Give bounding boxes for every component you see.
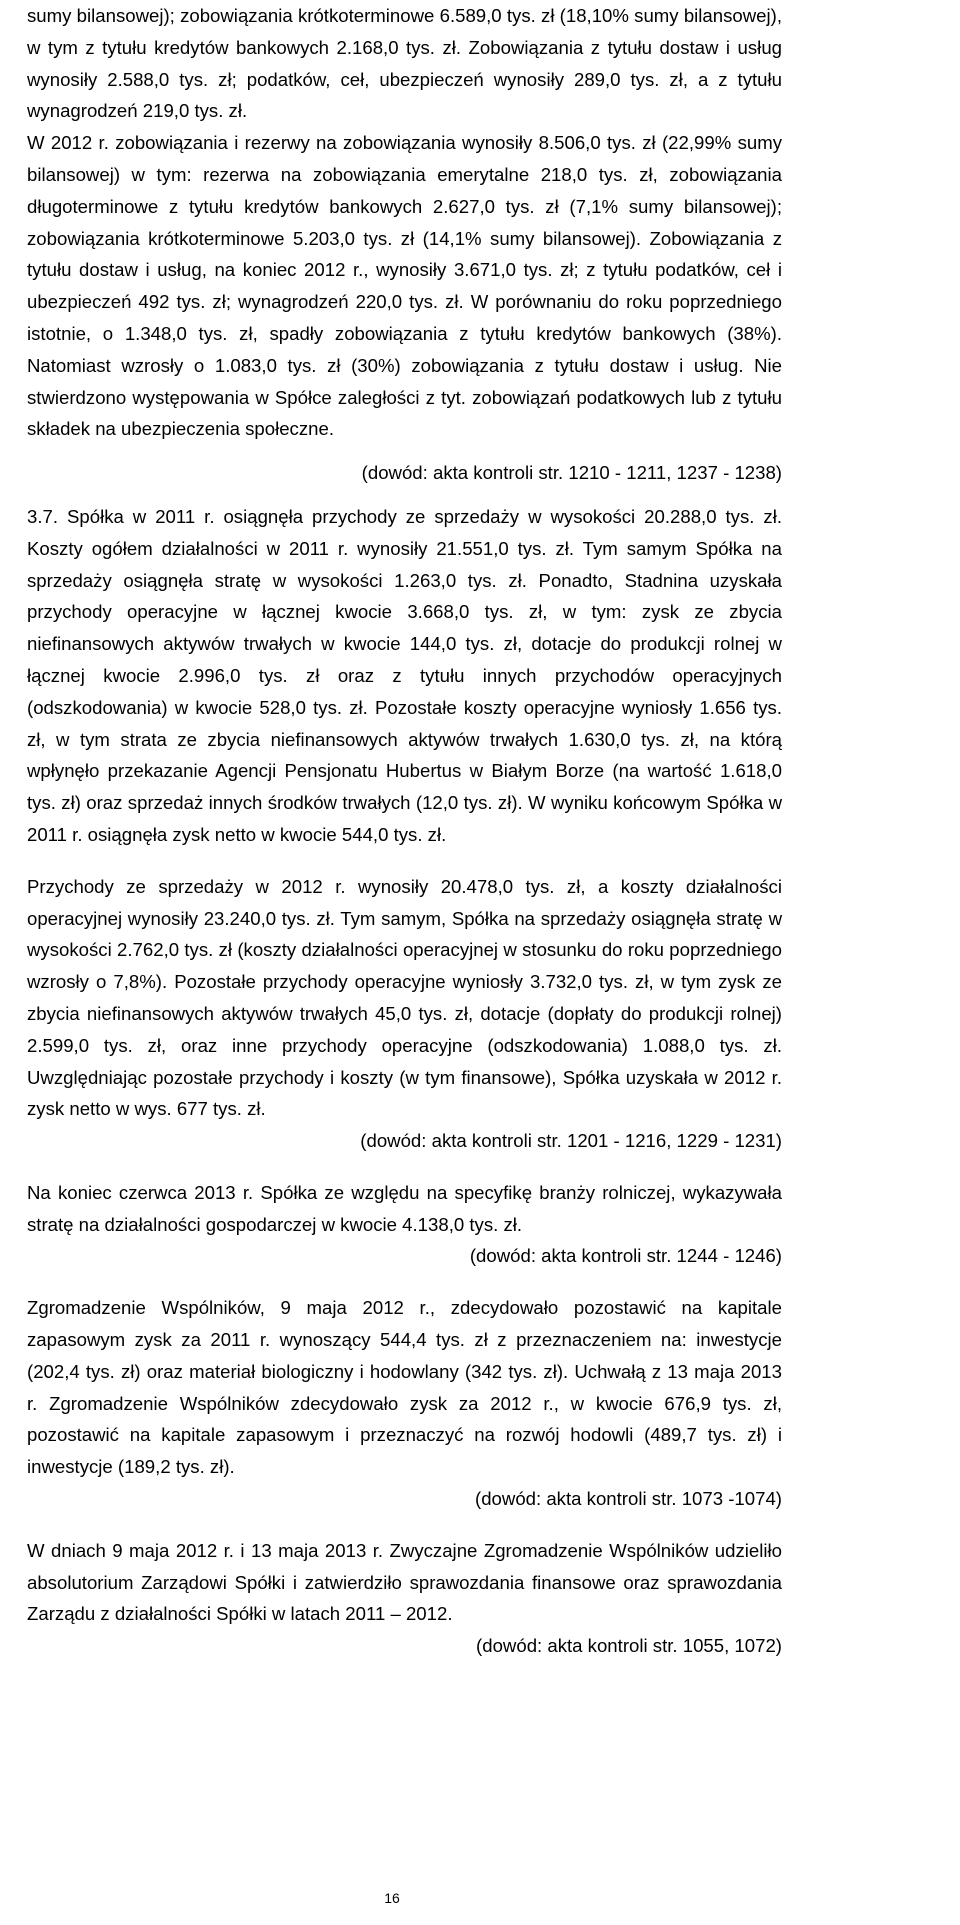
evidence-reference-5: (dowód: akta kontroli str. 1055, 1072) — [476, 1635, 782, 1657]
paragraph-2012-revenue: Przychody ze sprzedaży w 2012 r. wynosiły 20.478,0 tys. zł, a koszty działalności operacyjnej wynosiły 23.240,0 tys. zł. Tym samym, Spółka na sprzedaży osiągnęła stratę w wysokości 2.762,0 tys. zł (koszty działalności operacyjnej w stosunku do roku poprzedniego wzrosły o 7,8%). Pozostałe przychody operacyjne wyniosły 3.732,0 tys. zł, w tym zysk ze zbycia niefinansowych aktywów trwałych 45,0 tys. zł, dotacje (dopłaty do produkcji rolnej) 2.599,0 tys. zł, oraz inne przychody operacyjne (odszkodowania) 1.088,0 tys. zł. Uwzględniając pozostałe przychody i koszty (w tym finansowe), Spółka uzyskała w 2012 r. zysk netto w wys. 677 tys. zł. — [27, 875, 782, 1120]
paragraph-2012-liabilities: W 2012 r. zobowiązania i rezerwy na zobowiązania wynosiły 8.506,0 tys. zł (22,99% sumy bilansowej) w tym: rezerwa na zobowiązania emerytalne 218,0 tys. zł, zobowiązania długoterminowe z tytułu kredytów bankowych 2.627,0 tys. zł (7,1% sumy bilansowej); zobowiązania krótkoterminowe 5.203,0 tys. zł (14,1% sumy bilansowej). Zobowiązania z tytułu dostaw i usług, na koniec 2012 r., wynosiły 3.671,0 tys. zł; z tytułu podatków, ceł i ubezpieczeń 492 tys. zł; wynagrodzeń 220,0 tys. zł. W porównaniu do roku poprzedniego istotnie, o 1.348,0 tys. zł, spadły zobowiązania z tytułu kredytów bankowych (38%). Natomiast wzrosły o 1.083,0 tys. zł (30%) zobowiązania z tytułu dostaw i usług. Nie stwierdzono występowania w Spółce zaległości z tyt. zobowiązań podatkowych lub z tytułu składek na ubezpieczenia społeczne. — [27, 132, 782, 440]
evidence-reference-1: (dowód: akta kontroli str. 1210 - 1211, 1237 - 1238) — [361, 462, 782, 484]
evidence-reference-3: (dowód: akta kontroli str. 1244 - 1246) — [469, 1245, 782, 1267]
page-number: 16 — [384, 1890, 400, 1906]
paragraph-2012-liabilities-continued: sumy bilansowej); zobowiązania krótkoterminowe 6.589,0 tys. zł (18,10% sumy bilansowej), w tym z tytułu kredytów bankowych 2.168,0 tys. zł. Zobowiązania z tytułu dostaw i usług wynosiły 2.588,0 tys. zł; podatków, ceł, ubezpieczeń wynosiły 289,0 tys. zł, a z tytułu wynagrodzeń 219,0 tys. zł. — [27, 5, 782, 122]
paragraph-discharge-approval: W dniach 9 maja 2012 r. i 13 maja 2013 r. Zwyczajne Zgromadzenie Wspólników udzieliło absolutorium Zarządowi Spółki i zatwierdziło sprawozdania finansowe oraz sprawozdania Zarządu z działalności Spółki w latach 2011 – 2012. — [27, 1539, 782, 1625]
evidence-reference-4: (dowód: akta kontroli str. 1073 -1074) — [475, 1488, 782, 1510]
paragraph-june-2013-loss: Na koniec czerwca 2013 r. Spółka ze względu na specyfikę branży rolniczej, wykazywała stratę na działalności gospodarczej w kwocie 4.138,0 tys. zł. — [27, 1181, 782, 1235]
evidence-reference-2: (dowód: akta kontroli str. 1201 - 1216, 1229 - 1231) — [360, 1130, 782, 1152]
document-page — [27, 0, 782, 1662]
paragraph-3-7-2011-results: 3.7. Spółka w 2011 r. osiągnęła przychody ze sprzedaży w wysokości 20.288,0 tys. zł. Koszty ogółem działalności w 2011 r. wynosiły 21.551,0 tys. zł. Tym samym Spółka na sprzedaży osiągnęła stratę w wysokości 1.263,0 tys. zł. Ponadto, Stadnina uzyskała przychody operacyjne w łącznej kwocie 3.668,0 tys. zł, w tym: zysk ze zbycia niefinansowych aktywów trwałych w kwocie 144,0 tys. zł, dotacje do produkcji rolnej w łącznej kwocie 2.996,0 tys. zł oraz z tytułu innych przychodów operacyjnych (odszkodowania) w kwocie 528,0 tys. zł. Pozostałe koszty operacyjne wyniosły 1.656 tys. zł, w tym strata ze zbycia niefinansowych aktywów trwałych 1.630,0 tys. zł, na którą wpłynęło przekazanie Agencji Pensjonatu Hubertus w Białym Borze (na wartość 1.618,0 tys. zł) oraz sprzedaż innych środków trwałych (12,0 tys. zł). W wyniku końcowym Spółka w 2011 r. osiągnęła zysk netto w kwocie 544,0 tys. zł. — [27, 505, 782, 845]
paragraph-shareholders-meeting: Zgromadzenie Wspólników, 9 maja 2012 r., zdecydowało pozostawić na kapitale zapasowym zysk za 2011 r. wynoszący 544,4 tys. zł z przeznaczeniem na: inwestycje (202,4 tys. zł) oraz materiał biologiczny i hodowlany (342 tys. zł). Uchwałą z 13 maja 2013 r. Zgromadzenie Wspólników zdecydowało zysk za 2012 r., w kwocie 676,9 tys. zł, pozostawić na kapitale zapasowym i przeznaczyć na rozwój hodowli (489,7 tys. zł) i inwestycje (189,2 tys. zł). — [27, 1297, 782, 1478]
